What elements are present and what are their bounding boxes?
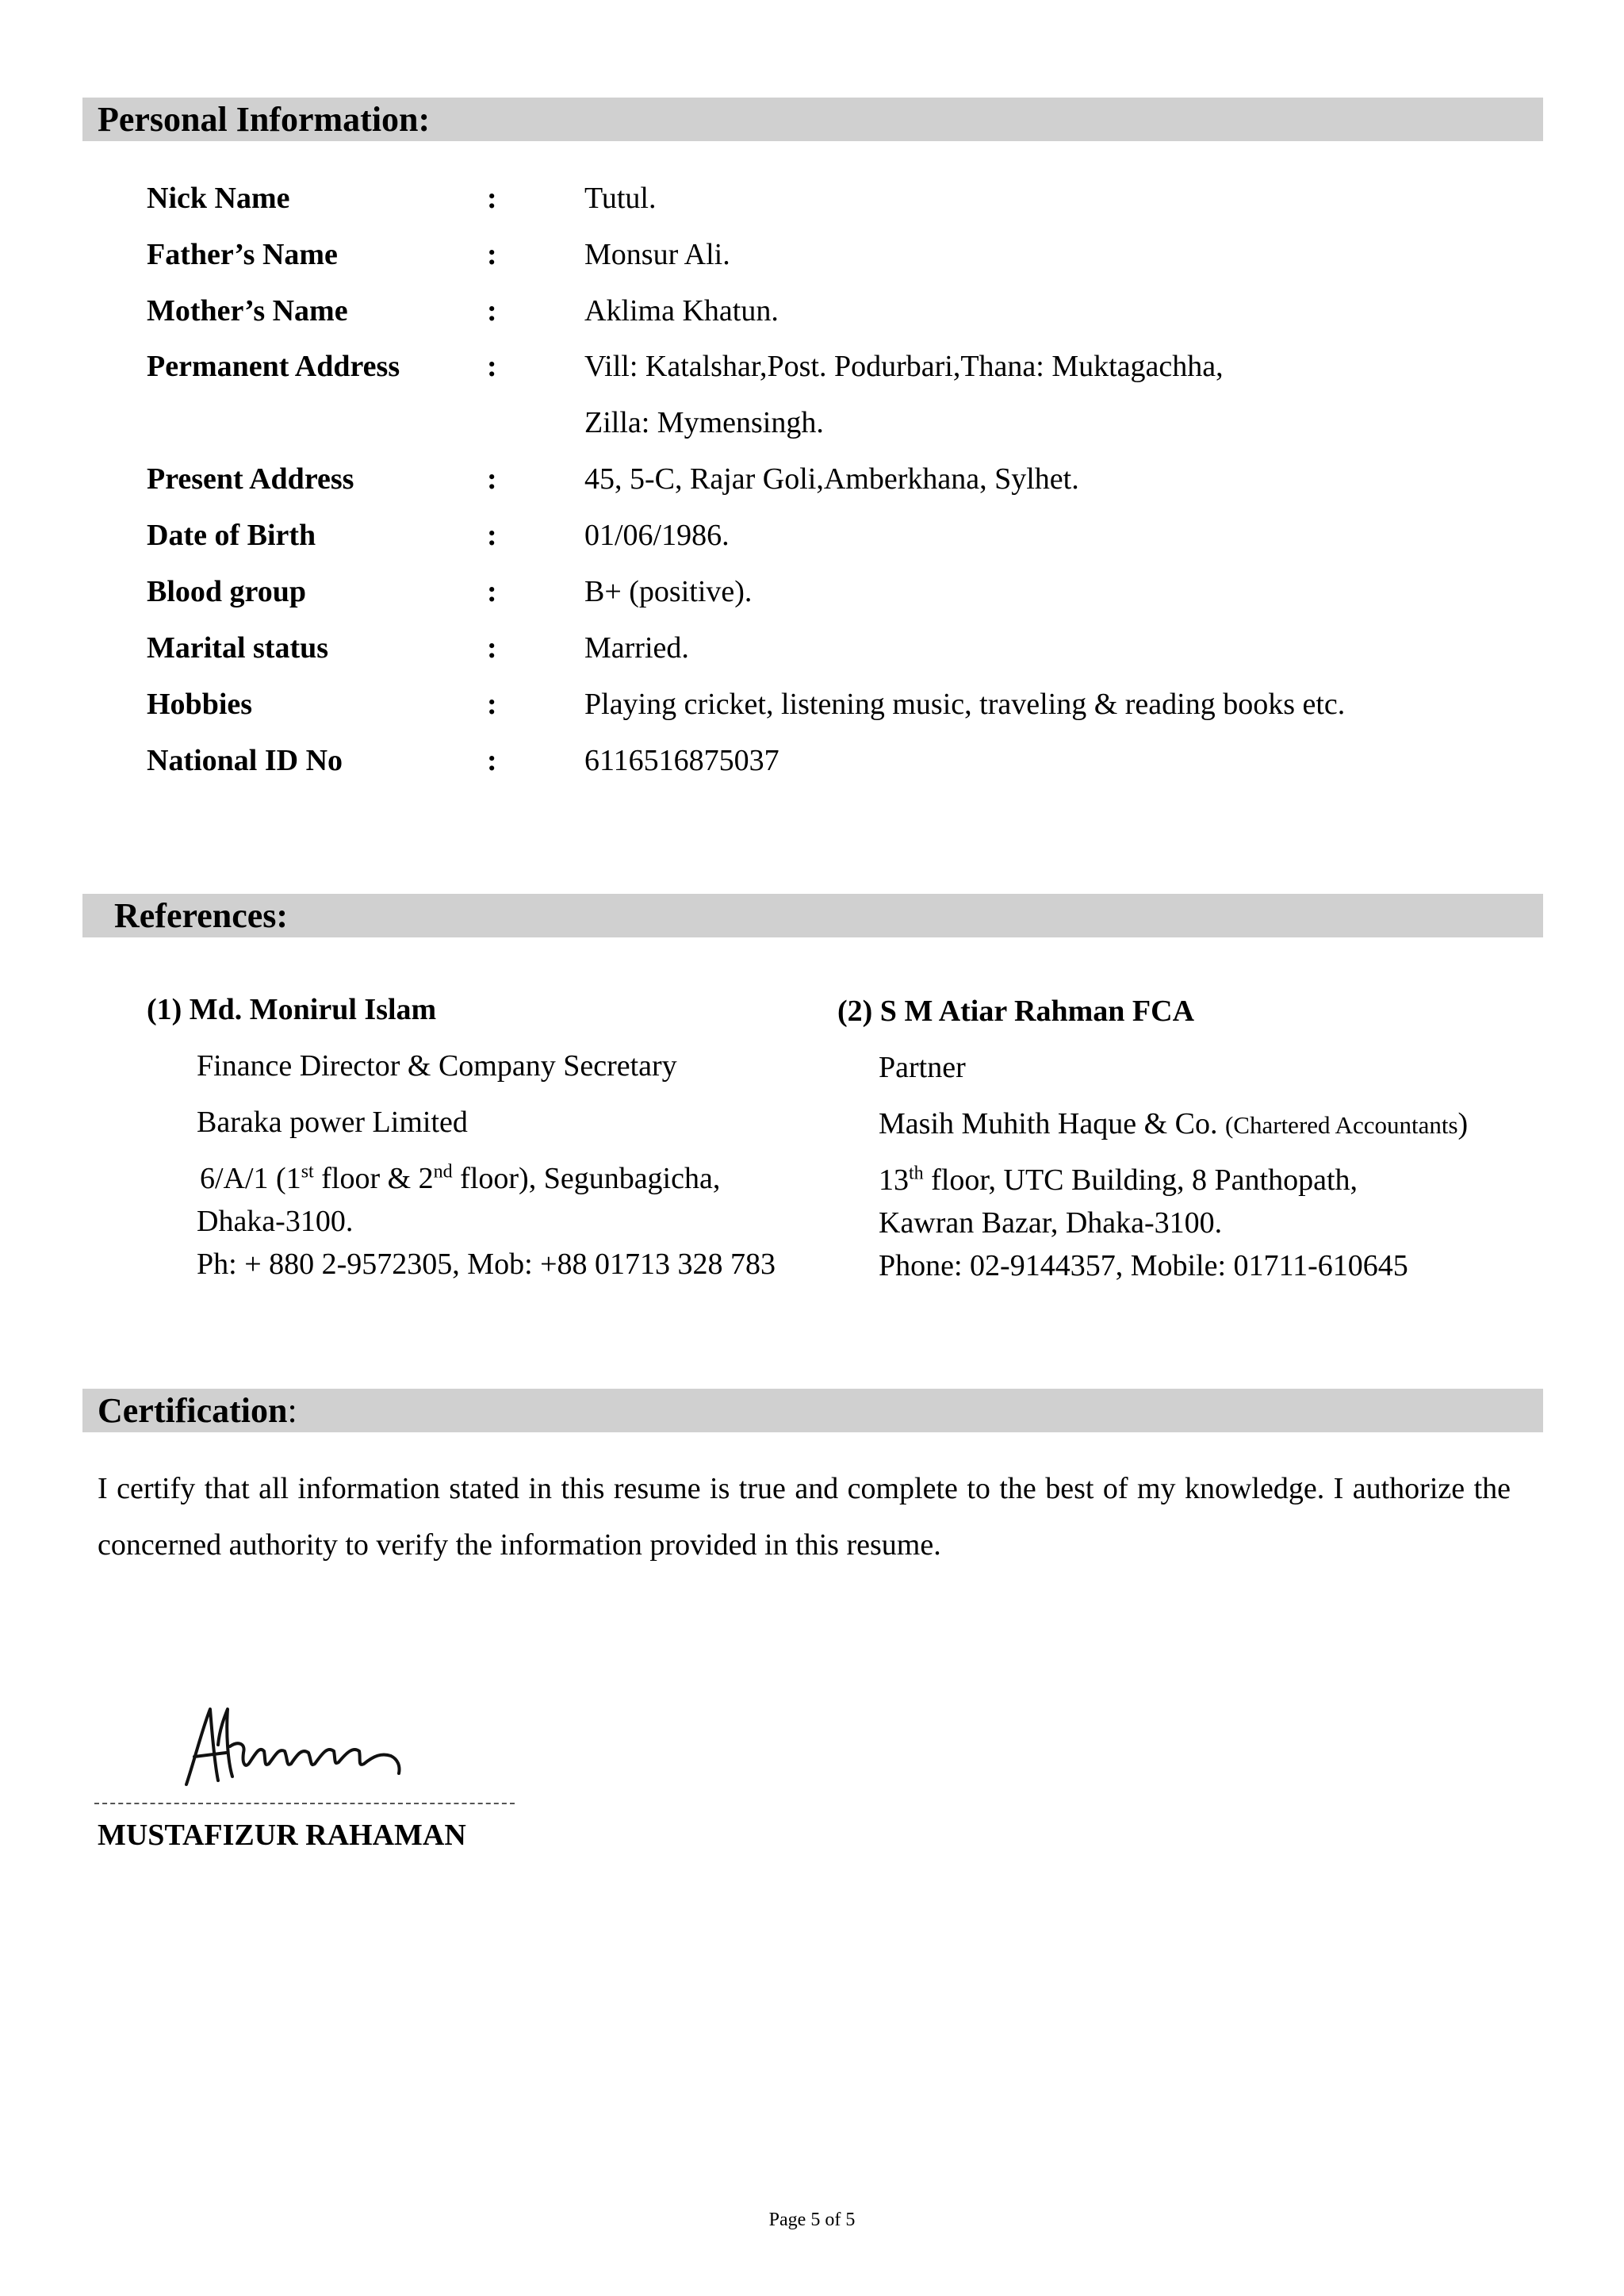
info-label: National ID No (147, 744, 343, 777)
certification-text: I certify that all information stated in this resume is true and complete to the best of my knowledge. I authorize the concerned authority to verify the information provided in this resume. (98, 1472, 1511, 1562)
reference-1-position: Finance Director & Company Secretary (197, 1049, 677, 1083)
info-value: B+ (positive). (584, 575, 753, 608)
reference-2-position: Partner (879, 1051, 966, 1084)
reference-2-city: Kawran Bazar, Dhaka-3100. (879, 1206, 1223, 1240)
info-label: Hobbies (147, 688, 253, 721)
info-separator: : (487, 294, 497, 328)
info-separator: : (487, 350, 497, 383)
signature-image (170, 1697, 416, 1800)
info-separator: : (487, 182, 497, 215)
signature-line (94, 1803, 515, 1804)
reference-2-heading (837, 994, 1194, 1029)
reference-1-city: Dhaka-3100. (197, 1205, 354, 1238)
info-value: 45, 5-C, Rajar Goli,Amberkhana, Sylhet. (584, 462, 1079, 496)
info-separator: : (487, 575, 497, 608)
company-note: (Chartered Accountants (1224, 1111, 1458, 1139)
info-label: Father’s Name (147, 238, 338, 271)
info-label: Permanent Address (147, 350, 400, 383)
certification-header-bar (82, 1389, 1543, 1432)
info-value: 01/06/1986. (584, 519, 730, 552)
page-number: Page 5 of 5 (768, 2210, 856, 2230)
info-separator: : (487, 238, 497, 271)
reference-2-phone: Phone: 02-9144357, Mobile: 01711-610645 (879, 1249, 1408, 1282)
address-superscript: th (909, 1163, 924, 1184)
info-value: 6116516875037 (584, 744, 779, 777)
reference-1-phone: Ph: + 880 2-9572305, Mob: +88 01713 328 783 (197, 1248, 776, 1281)
info-label: Nick Name (147, 182, 290, 215)
info-label: Date of Birth (147, 519, 316, 552)
info-value: Zilla: Mymensingh. (584, 406, 824, 439)
info-separator: : (487, 519, 497, 552)
company-note-close: ) (1457, 1107, 1469, 1140)
certification-title-colon: : (287, 1391, 297, 1430)
address-part: 13 (879, 1163, 909, 1197)
reference-2-name: (2) S M Atiar Rahman FCA (837, 995, 1195, 1028)
certification-title (98, 1389, 297, 1432)
reference-1-name: (1) Md. Monirul Islam (147, 993, 437, 1026)
address-part: floor, UTC Building, 8 Panthopath, (923, 1163, 1358, 1197)
address-part: floor & 2 (313, 1162, 434, 1195)
reference-2-address (879, 1163, 1358, 1198)
references-title: References: (114, 896, 289, 935)
info-label: Mother’s Name (147, 294, 348, 328)
info-value: Monsur Ali. (584, 238, 730, 271)
reference-1-heading (147, 992, 436, 1027)
info-value: Tutul. (584, 182, 657, 215)
certification-title-text: Certification (98, 1391, 288, 1430)
info-label: Present Address (147, 462, 354, 496)
company-name: Masih Muhith Haque & Co. (879, 1107, 1218, 1140)
info-separator: : (487, 631, 497, 665)
info-label: Marital status (147, 631, 329, 665)
reference-1-address (200, 1161, 720, 1196)
reference-1-company: Baraka power Limited (197, 1106, 468, 1139)
info-value: Playing cricket, listening music, traveling & reading books etc. (584, 688, 1346, 721)
info-value: Aklima Khatun. (584, 294, 779, 328)
reference-2-company (879, 1106, 1468, 1143)
address-part: floor), Segunbagicha, (452, 1162, 721, 1195)
references-header-bar (82, 894, 1543, 937)
address-superscript: nd (433, 1161, 453, 1182)
info-separator: : (487, 688, 497, 721)
personal-info-title: Personal Information: (98, 100, 431, 139)
info-separator: : (487, 744, 497, 777)
signatory-name: MUSTAFIZUR RAHAMAN (98, 1819, 466, 1852)
info-value: Married. (584, 631, 689, 665)
info-value: Vill: Katalshar,Post. Podurbari,Thana: Muktagachha, (584, 350, 1224, 383)
address-part: 6/A/1 (1 (200, 1162, 301, 1195)
info-separator: : (487, 462, 497, 496)
address-superscript: st (301, 1161, 314, 1182)
info-label: Blood group (147, 575, 306, 608)
